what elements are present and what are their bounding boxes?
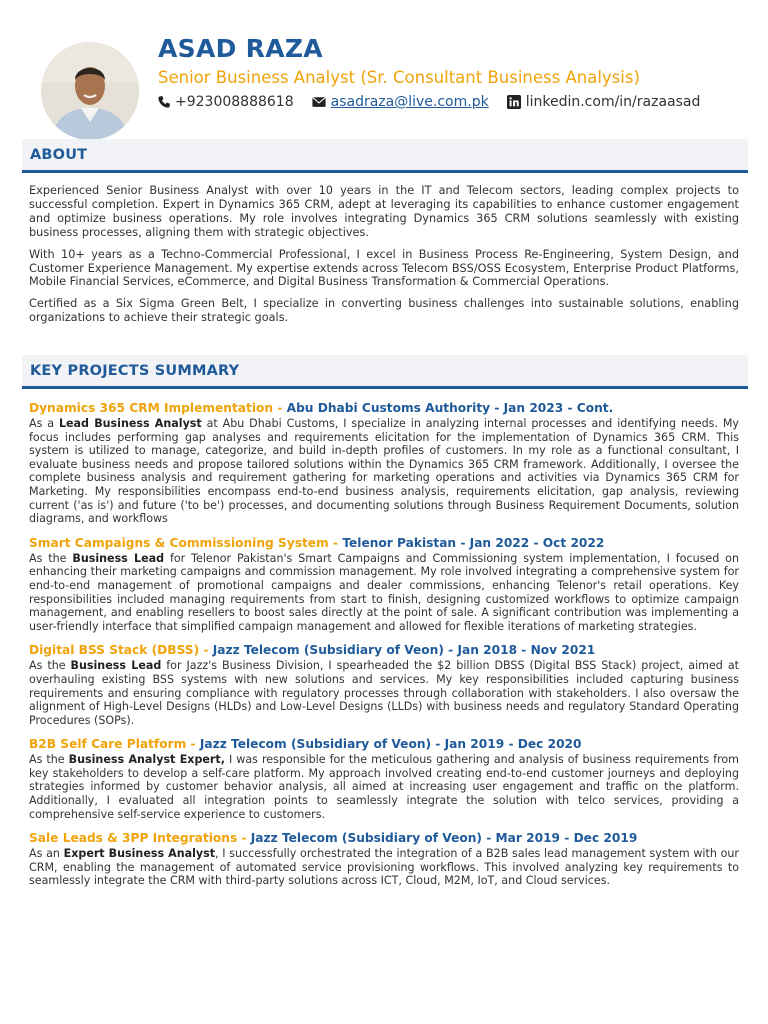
project-title: Digital BSS Stack (DBSS) - Jazz Telecom (Subsidiary of Veon) - Jan 2018 - Nov 2021	[29, 643, 596, 658]
project-item	[29, 830, 739, 888]
about-paragraph: With 10+ years as a Techno-Commercial Professional, I excel in Business Process Re-Engineering, System Design, and Customer Experience Management. My expertise extends across Telecom BSS/OSS Ecosystem, Enterprise Product Platforms, Mobile Financial Services, eCommerce, and Digital Business Transformation & Commercial Operations.	[29, 247, 739, 289]
project-title: B2B Self Care Platform - Jazz Telecom (Subsidiary of Veon) - Jan 2019 - Dec 2020	[29, 737, 582, 752]
profile-photo	[41, 42, 139, 140]
project-description: As the Business Lead for Jazz's Business Division, I spearheaded the $2 billion DBSS (Digital BSS Stack) project, aimed at overhauling existing BSS systems with new solutions and services. My key responsibilities included capturing business requirements and ensuring compliance with regulatory processes through collaboration with stakeholders. I also oversaw the alignment of High-Level Designs (HLDs) and Low-Level Designs (LLDs) with business needs and regulatory Standard Operating Procedures (SOPs).	[29, 659, 739, 727]
project-name: Sale Leads & 3PP Integrations	[29, 831, 238, 846]
contact-row	[156, 92, 718, 112]
linkedin-icon	[507, 95, 522, 110]
project-role: Business Analyst Expert,	[68, 753, 225, 767]
about-paragraph: Experienced Senior Business Analyst with over 10 years in the IT and Telecom sectors, leading complex projects to successful completion. Expert in Dynamics 365 CRM, adept at leveraging its capabilities to enhance customer engagement and optimize business operations. My role involves integrating Dynamics 365 CRM solutions seamlessly with existing business processes, aligning them with strategic objectives.	[29, 184, 739, 239]
role-title: Senior Business Analyst	[158, 68, 356, 87]
project-role: Lead Business Analyst	[58, 417, 202, 430]
project-description: As an Expert Business Analyst, I successfully orchestrated the integration of a B2B sales lead management system with our CRM, enabling the management of automated service provisioning workflows. This involved analyzing key requirements to seamlessly integrate the CRM with third-party solutions across ICT, Cloud, M2M, IoT, and Cloud services.	[29, 847, 739, 888]
candidate-role	[158, 68, 640, 87]
contact-email[interactable]	[312, 94, 489, 110]
projects-title: KEY PROJECTS SUMMARY	[30, 363, 240, 379]
phone-number: +923008888618	[175, 94, 294, 110]
linkedin-url: linkedin.com/in/razaasad	[525, 94, 701, 110]
project-item	[29, 642, 739, 727]
candidate-name: ASAD RAZA	[158, 34, 323, 63]
section-divider	[22, 170, 748, 173]
projects-list	[29, 400, 739, 897]
role-subtitle: (Sr. Consultant Business Analysis)	[360, 68, 640, 87]
project-title: Sale Leads & 3PP Integrations - Jazz Telecom (Subsidiary of Veon) - Mar 2019 - Dec 2019	[29, 831, 638, 846]
resume-header	[0, 0, 768, 140]
project-item	[29, 400, 739, 526]
project-name: Digital BSS Stack (DBSS)	[29, 643, 200, 658]
project-item	[29, 535, 739, 634]
email-icon	[312, 95, 327, 110]
project-org: Abu Dhabi Customs Authority - Jan 2023 - Cont.	[286, 401, 614, 415]
project-name: B2B Self Care Platform	[29, 737, 187, 752]
project-role: Business Lead	[72, 551, 165, 565]
project-name: Dynamics 365 CRM Implementation	[29, 401, 274, 415]
about-paragraph: Certified as a Six Sigma Green Belt, I specialize in converting business challenges into sustainable solutions, enabling organizations to achieve their strategic goals.	[29, 297, 739, 325]
phone-icon	[156, 95, 171, 110]
section-divider	[22, 386, 748, 389]
about-text	[29, 184, 739, 333]
about-title: ABOUT	[30, 147, 88, 163]
about-section-header	[22, 139, 748, 173]
project-org: Telenor Pakistan - Jan 2022 - Oct 2022	[342, 535, 605, 550]
project-title: Smart Campaigns & Commissioning System - Telenor Pakistan - Jan 2022 - Oct 2022	[29, 535, 605, 550]
projects-section-header	[22, 355, 748, 389]
project-description: As a Lead Business Analyst at Abu Dhabi Customs, I specialize in analyzing internal processes and identifying needs. My focus includes performing gap analyses and requirements elicitation for the implementation of Dynamics 365 CRM. This system is utilized to manage, categorize, and build in-depth profiles of customers. In my role as a functional consultant, I evaluate business needs and propose tailored solutions within the Dynamics 365 CRM framework. Additionally, I oversee the complete business analysis and requirement gathering for marketing operations and activities via Dynamics 365 CRM for Marketing. My responsibilities encompass end-to-end business analysis, requirements elicitation, gap analysis, reviewing current ('as is') and future ('to be') processes, and documenting solutions through Business Requirement Documents, solution diagrams, and workflows	[29, 417, 739, 526]
project-role: Expert Business Analyst	[63, 847, 216, 861]
contact-phone[interactable]	[156, 94, 294, 110]
project-item	[29, 736, 739, 821]
project-org: Jazz Telecom (Subsidiary of Veon) - Mar 2019 - Dec 2019	[250, 831, 638, 846]
project-org: Jazz Telecom (Subsidiary of Veon) - Jan 2018 - Nov 2021	[212, 643, 596, 658]
email-link[interactable]: asadraza@live.com.pk	[330, 94, 489, 110]
project-name: Smart Campaigns & Commissioning System	[29, 535, 329, 550]
project-role: Business Lead	[70, 659, 162, 673]
project-org: Jazz Telecom (Subsidiary of Veon) - Jan 2019 - Dec 2020	[199, 737, 582, 752]
contact-linkedin[interactable]	[507, 94, 701, 110]
project-description: As the Business Analyst Expert, I was responsible for the meticulous gathering and analysis of business requirements from key stakeholders to develop a self-care platform. My approach involved creating end-to-end customer journeys and deploying strategies informed by customer behavior analysis, all aimed at increasing user engagement and traffic on the platform. Additionally, I evaluated all integration points to seamlessly integrate the solution with telco services, providing a comprehensive self-service experience to customers.	[29, 753, 739, 821]
project-title: Dynamics 365 CRM Implementation - Abu Dhabi Customs Authority - Jan 2023 - Cont.	[29, 401, 614, 415]
project-description: As the Business Lead for Telenor Pakistan's Smart Campaigns and Commissioning system implementation, I focused on enhancing their marketing campaigns and commission management. My role involved integrating a comprehensive system for end-to-end management of promotional campaigns and dealer commissions, enhancing Telenor's retail operations. Key responsibilities included managing requirements from start to finish, designing customized workflows to optimize campaign management, and enabling resellers to boost sales directly at the point of sale. A significant contribution was implementing a user-friendly interface that simplified campaign management and allowed for flexible iterations of marketing strategies.	[29, 551, 739, 633]
